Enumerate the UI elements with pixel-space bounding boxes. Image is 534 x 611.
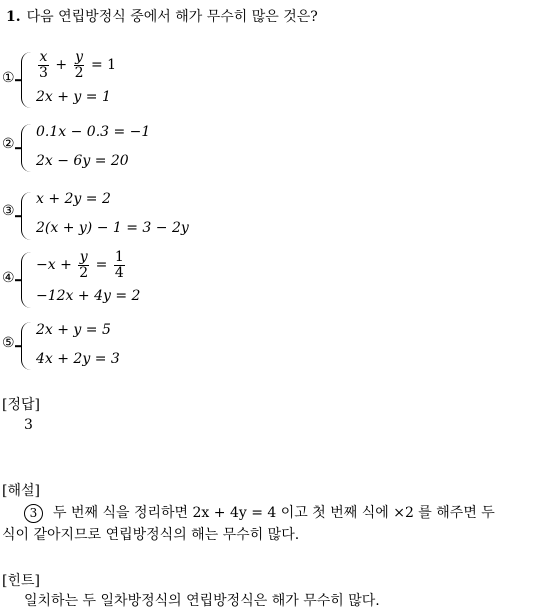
explanation-line-1: 두 번째 식을 정리하면 2x + 4y = 4 이고 첫 번째 식에 ×2 를 해주면 두	[53, 505, 495, 521]
brace	[21, 252, 32, 308]
question-number: 1.	[6, 9, 21, 25]
option-equation-2: 2x + y = 1	[36, 89, 111, 105]
brace	[21, 322, 32, 370]
option-marker: ③	[2, 203, 15, 219]
fraction: $\frac{x}{3}$	[39, 49, 48, 81]
brace	[21, 192, 32, 240]
hint-text: 일치하는 두 일차방정식의 연립방정식은 해가 무수히 많다.	[24, 593, 380, 609]
option-equation-2: 2x − 6y = 20	[36, 153, 129, 169]
explanation-line-2: 식이 같아지므로 연립방정식의 해는 무수히 많다.	[2, 527, 300, 543]
hint-label: [힌트]	[2, 573, 40, 589]
option-equation-1: 0.1x − 0.3 = −1	[36, 124, 151, 140]
explanation-text	[2, 502, 530, 546]
option-4[interactable]	[0, 250, 534, 304]
explanation-marker: 3	[24, 504, 43, 523]
answer-value: 3	[24, 417, 33, 433]
option-2[interactable]	[0, 122, 534, 176]
brace	[21, 52, 32, 108]
question-text: 다음 연립방정식 중에서 해가 무수히 많은 것은?	[26, 9, 318, 25]
option-equation-2: 4x + 2y = 3	[36, 351, 120, 367]
option-marker: ④	[2, 270, 15, 286]
option-5[interactable]	[0, 320, 534, 374]
option-equation-1: −x + $\frac{y}{2}$ = $\frac{1}{4}$	[36, 249, 124, 281]
option-equation-1: x + 2y = 2	[36, 191, 111, 207]
answer-label: [정답]	[2, 397, 40, 413]
fraction: $\frac{y}{2}$	[74, 49, 84, 81]
option-marker: ①	[2, 70, 15, 86]
fraction: $\frac{1}{4}$	[114, 249, 124, 281]
option-equation-2: −12x + 4y = 2	[36, 288, 141, 304]
option-equation-2: 2(x + y) − 1 = 3 − 2y	[36, 220, 189, 236]
explanation-label: [해설]	[2, 483, 40, 499]
option-marker: ②	[2, 136, 15, 152]
option-equation-1: $\frac{x}{3}$ + $\frac{y}{2}$ = 1	[39, 49, 117, 81]
brace	[21, 124, 32, 172]
option-3[interactable]	[0, 190, 534, 244]
fraction: $\frac{y}{2}$	[79, 249, 89, 281]
option-1[interactable]	[0, 50, 534, 104]
question	[6, 6, 318, 26]
option-marker: ⑤	[2, 335, 15, 351]
option-equation-1: 2x + y = 5	[36, 322, 111, 338]
